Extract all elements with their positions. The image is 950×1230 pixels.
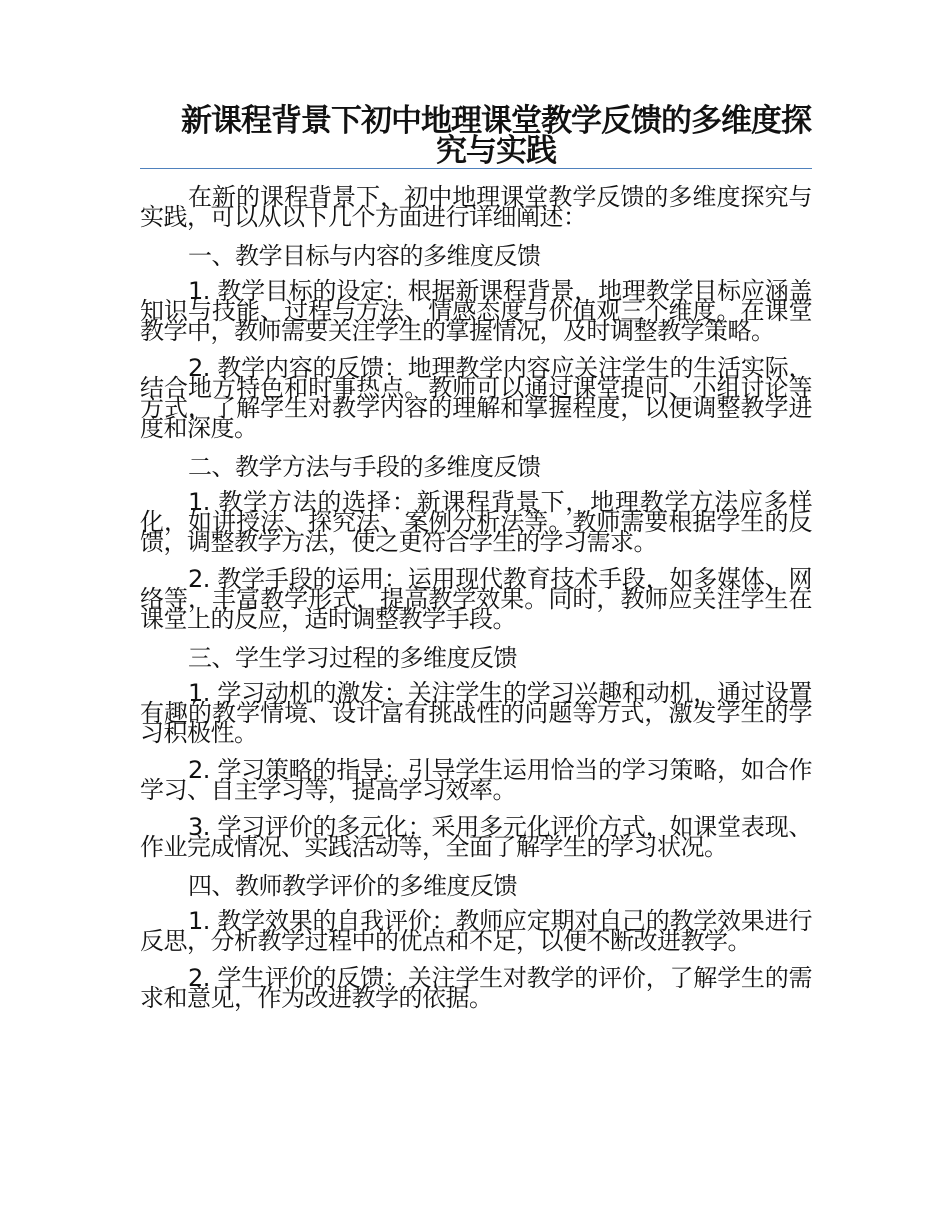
document-title: 新课程背景下初中地理课堂教学反馈的多维度探究与实践 xyxy=(181,103,811,169)
section-heading-4: 四、教师教学评价的多维度反馈 xyxy=(188,872,517,900)
section-heading-2: 二、教学方法与手段的多维度反馈 xyxy=(188,453,541,481)
section-1-item-1: 1. 教学目标的设定：根据新课程背景，地理教学目标应涵盖知识与技能、过程与方法、情感态度与价值观三个维度。在课堂教学中，教师需要关注学生的掌握情况，及时调整教学策略。 xyxy=(140,277,812,345)
section-1-item-2: 2. 教学内容的反馈：地理教学内容应关注学生的生活实际，结合地方特色和时事热点。教师可以通过课堂提问、小组讨论等方式，了解学生对教学内容的理解和掌握程度，以便调整教学进度和深度。 xyxy=(140,354,812,442)
section-4-item-1: 1. 教学效果的自我评价：教师应定期对自己的教学效果进行反思，分析教学过程中的优点和不足，以便不断改进教学。 xyxy=(140,907,812,955)
section-3-item-3: 3. 学习评价的多元化：采用多元化评价方式，如课堂表现、作业完成情况、实践活动等，全面了解学生的学习状况。 xyxy=(140,813,812,861)
document-page xyxy=(140,100,812,1025)
section-3-item-1: 1. 学习动机的激发：关注学生的学习兴趣和动机，通过设置有趣的教学情境、设计富有挑战性的问题等方式，激发学生的学习积极性。 xyxy=(140,679,812,747)
section-heading-3: 三、学生学习过程的多维度反馈 xyxy=(188,644,517,672)
section-2-item-2: 2. 教学手段的运用：运用现代教育技术手段，如多媒体、网络等，丰富教学形式，提高教学效果。同时，教师应关注学生在课堂上的反应，适时调整教学手段。 xyxy=(140,565,812,633)
section-heading-1: 一、教学目标与内容的多维度反馈 xyxy=(188,242,541,270)
section-4-item-2: 2. 学生评价的反馈：关注学生对教学的评价，了解学生的需求和意见，作为改进教学的依据。 xyxy=(140,964,812,1012)
intro-paragraph: 在新的课程背景下，初中地理课堂教学反馈的多维度探究与实践，可以从以下几个方面进行详细阐述： xyxy=(140,183,812,231)
section-2-item-1: 1. 教学方法的选择：新课程背景下，地理教学方法应多样化，如讲授法、探究法、案例分析法等。教师需要根据学生的反馈，调整教学方法，使之更符合学生的学习需求。 xyxy=(140,488,812,556)
section-3-item-2: 2. 学习策略的指导：引导学生运用恰当的学习策略，如合作学习、自主学习等，提高学习效率。 xyxy=(140,756,812,804)
